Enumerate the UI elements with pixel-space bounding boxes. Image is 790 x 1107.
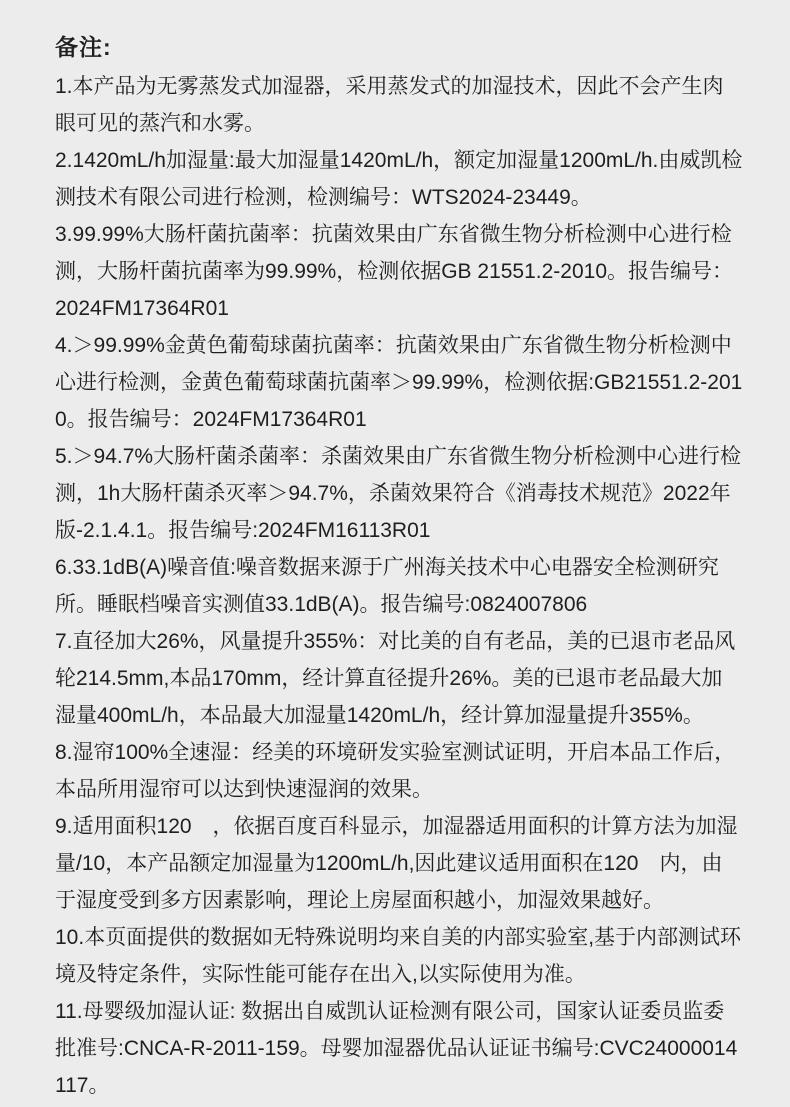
note-item-2: 2.1420mL/h加湿量:最大加湿量1420mL/h，额定加湿量1200mL/h.由威凯检测技术有限公司进行检测，检测编号：WTS2024-23449。 [55,149,743,209]
note-item-11: 11.母婴级加湿认证: 数据出自威凯认证检测有限公司，国家认证委员监委批准号:CNCA-R-2011-159。母婴加湿器优品认证证书编号:CVC24000014117。 [55,1000,738,1097]
note-item-7: 7.直径加大26%，风量提升355%：对比美的自有老品，美的已退市老品风轮214.5mm,本品170mm，经计算直径提升26%。美的已退市老品最大加湿量400mL/h，本品最大加湿量1420mL/h，经计算加湿量提升355%。 [55,630,736,727]
note-item-3: 3.99.99%大肠杆菌抗菌率：抗菌效果由广东省微生物分析检测中心进行检测，大肠杆菌抗菌率为99.99%，检测依据GB 21551.2-2010。报告编号：2024FM17364R01 [55,223,734,320]
note-item-6: 6.33.1dB(A)噪音值:噪音数据来源于广州海关技术中心电器安全检测研究所。睡眠档噪音实测值33.1dB(A)。报告编号:0824007806 [55,556,719,616]
note-item-9: 9.适用面积120 ，依据百度百科显示，加湿器适用面积的计算方法为加湿量/10，本产品额定加湿量为1200mL/h,因此建议适用面积在120 内，由于湿度受到多方因素影响，理论上房屋面积越小，加湿效果越好。 [55,815,738,912]
notes-title: 备注: [55,34,112,60]
note-item-1: 1.本产品为无雾蒸发式加湿器，采用蒸发式的加湿技术，因此不会产生肉眼可见的蒸汽和水雾。 [55,75,724,135]
note-item-10: 10.本页面提供的数据如无特殊说明均来自美的内部实验室,基于内部测试环境及特定条件，实际性能可能存在出入,以实际使用为准。 [55,926,742,986]
note-item-8: 8.湿帘100%全速湿：经美的环境研发实验室测试证明，开启本品工作后，本品所用湿帘可以达到快速湿润的效果。 [55,741,736,801]
note-item-4: 4.＞99.99%金黄色葡萄球菌抗菌率：抗菌效果由广东省微生物分析检测中心进行检测，金黄色葡萄球菌抗菌率＞99.99%，检测依据:GB21551.2-2010。报告编号：2024FM17364R01 [55,334,743,431]
note-item-5: 5.＞94.7%大肠杆菌杀菌率：杀菌效果由广东省微生物分析检测中心进行检测，1h大肠杆菌杀灭率＞94.7%，杀菌效果符合《消毒技术规范》2022年版-2.1.4.1。报告编号:2024FM16113R01 [55,445,742,542]
